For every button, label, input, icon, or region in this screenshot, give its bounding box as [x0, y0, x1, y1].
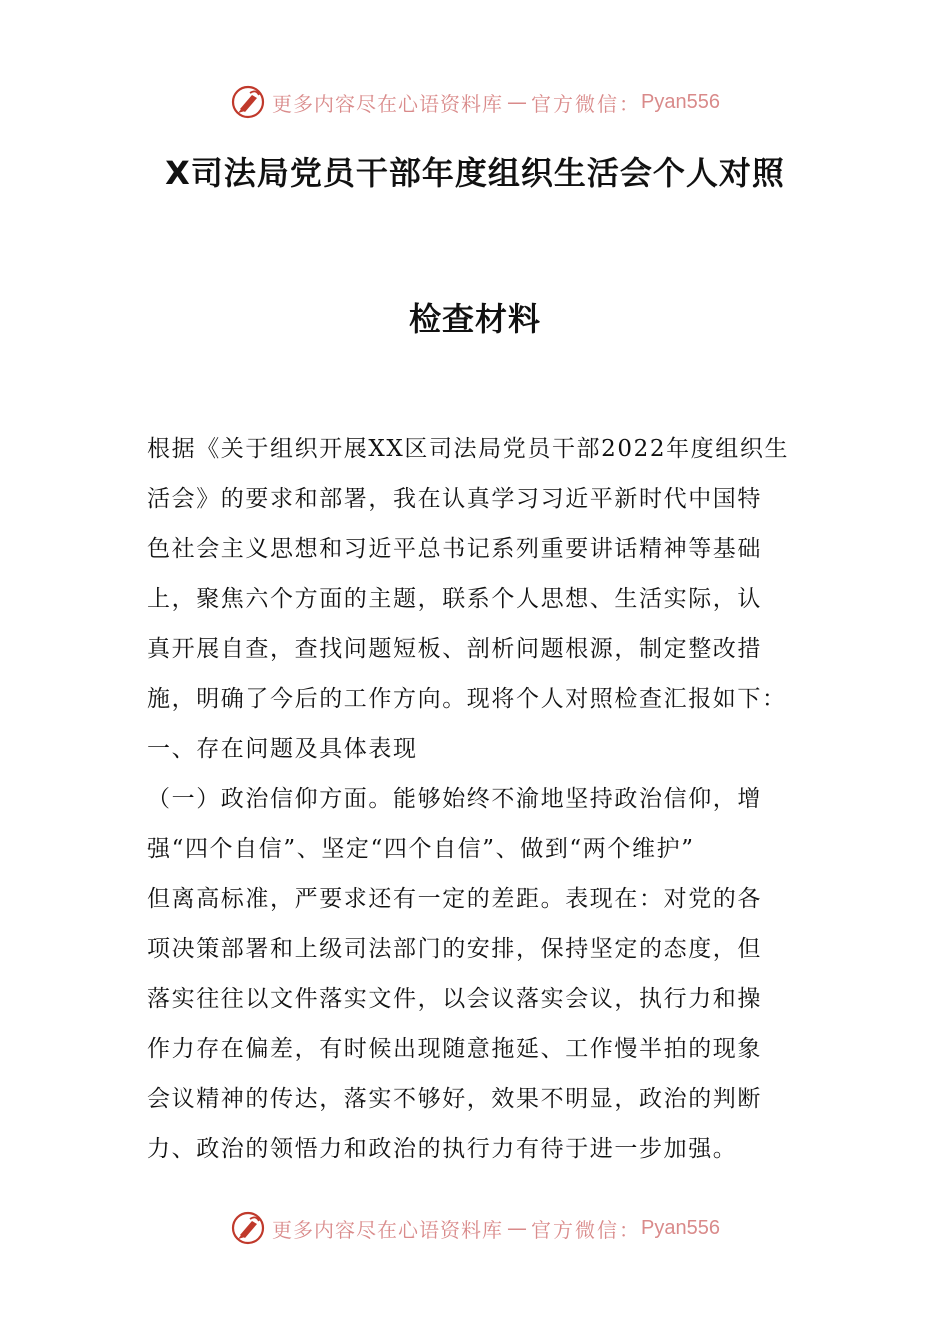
watermark-wechat-id: Pyan556 [641, 90, 720, 113]
body-line: （一）政治信仰方面。能够始终不渝地坚持政治信仰，增 [147, 786, 762, 812]
pen-nib-logo-icon [230, 84, 266, 120]
body-line: 强“四个自信”、坚定“四个自信”、做到“两个维护” [147, 836, 695, 862]
body-line: 上，聚焦六个方面的主题，联系个人思想、生活实际，认 [147, 586, 762, 612]
body-line: 但离高标准，严要求还有一定的差距。表现在：对党的各 [147, 886, 762, 912]
body-line: 活会》的要求和部署，我在认真学习习近平新时代中国特 [147, 486, 762, 512]
watermark-footer [0, 1208, 950, 1248]
document-title-line-2: 检查材料 [408, 300, 541, 338]
document-title-line-1: X司法局党员干部年度组织生活会个人对照 [165, 154, 785, 192]
body-line: 真开展自查，查找问题短板、剖析问题根源，制定整改措 [147, 636, 762, 662]
body-line: 根据《关于组织开展XX区司法局党员干部2022年度组织生 [147, 436, 790, 462]
body-line: 会议精神的传达，落实不够好，效果不明显，政治的判断 [147, 1086, 762, 1112]
body-line: 落实往往以文件落实文件，以会议落实会议，执行力和操 [147, 986, 762, 1012]
body-line: 作力存在偏差，有时候出现随意拖延、工作慢半拍的现象 [147, 1036, 762, 1062]
watermark-wechat-label: 官方微信： [531, 91, 642, 116]
watermark-wechat-id: Pyan556 [641, 1216, 720, 1239]
pen-nib-logo-icon [230, 1210, 266, 1246]
watermark-header [0, 82, 950, 122]
watermark-site-text: 更多内容尽在心语资料库 [272, 91, 504, 116]
watermark-site-text: 更多内容尽在心语资料库 [272, 1217, 504, 1242]
watermark-wechat-label: 官方微信： [531, 1217, 642, 1242]
body-line: 施，明确了今后的工作方向。现将个人对照检查汇报如下： [147, 686, 787, 712]
body-line: 力、政治的领悟力和政治的执行力有待于进一步加强。 [147, 1136, 738, 1162]
watermark-separator: — [507, 90, 528, 114]
section-heading: 一、存在问题及具体表现 [147, 736, 418, 762]
body-line: 项决策部署和上级司法部门的安排，保持坚定的态度，但 [147, 936, 762, 962]
watermark-separator: — [507, 1216, 528, 1240]
document-body [147, 424, 805, 1174]
body-line: 色社会主义思想和习近平总书记系列重要讲话精神等基础 [147, 536, 762, 562]
